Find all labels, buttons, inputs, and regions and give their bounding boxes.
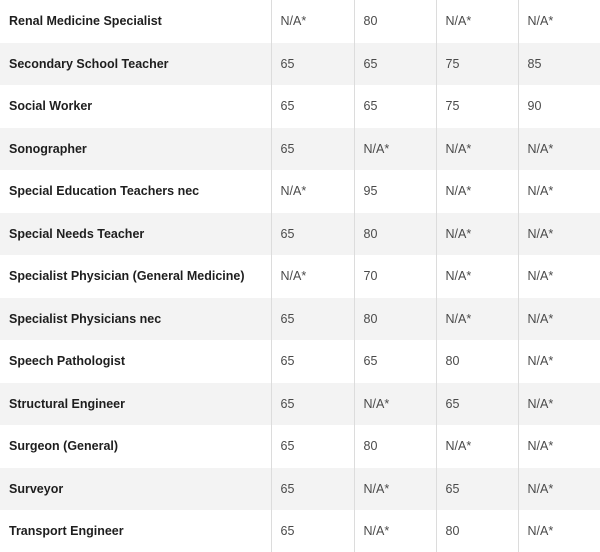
value-cell: N/A* [436, 255, 518, 298]
value-cell: N/A* [518, 0, 600, 43]
table-row [0, 170, 600, 213]
table-row [0, 468, 600, 511]
table-row [0, 43, 600, 86]
value-cell: N/A* [518, 128, 600, 171]
value-cell: N/A* [436, 170, 518, 213]
value-cell: N/A* [354, 128, 436, 171]
value-cell: 65 [271, 425, 354, 468]
value-cell: N/A* [518, 298, 600, 341]
value-cell: 65 [271, 43, 354, 86]
value-cell: 80 [354, 298, 436, 341]
value-cell: 90 [518, 85, 600, 128]
occupation-cell: Surgeon (General) [9, 439, 119, 454]
occupation-cell: Social Worker [9, 99, 93, 114]
value-cell: 65 [354, 340, 436, 383]
table-row [0, 298, 600, 341]
value-cell: N/A* [436, 298, 518, 341]
value-cell: 65 [436, 383, 518, 426]
value-cell: N/A* [518, 383, 600, 426]
value-cell: N/A* [271, 170, 354, 213]
occupation-cell: Specialist Physician (General Medicine) [9, 269, 245, 284]
value-cell: 80 [354, 0, 436, 43]
occupation-cell: Special Needs Teacher [9, 226, 145, 241]
value-cell: N/A* [518, 425, 600, 468]
value-cell: N/A* [354, 383, 436, 426]
value-cell: 65 [271, 85, 354, 128]
value-cell: N/A* [436, 128, 518, 171]
value-cell: N/A* [271, 0, 354, 43]
value-cell: N/A* [518, 468, 600, 511]
value-cell: N/A* [354, 510, 436, 552]
occupation-cell: Secondary School Teacher [9, 56, 169, 71]
occupation-cell: Special Education Teachers nec [9, 184, 200, 199]
value-cell: 65 [271, 213, 354, 256]
table-row [0, 128, 600, 171]
value-cell: 80 [436, 340, 518, 383]
value-cell: 65 [271, 128, 354, 171]
occupation-cell: Sonographer [9, 141, 87, 156]
value-cell: 65 [354, 43, 436, 86]
value-cell: N/A* [518, 340, 600, 383]
value-cell: 70 [354, 255, 436, 298]
table-row [0, 85, 600, 128]
table-row [0, 425, 600, 468]
value-cell: N/A* [518, 213, 600, 256]
table-row [0, 510, 600, 552]
value-cell: N/A* [436, 0, 518, 43]
table-row [0, 383, 600, 426]
value-cell: 65 [354, 85, 436, 128]
value-cell: 80 [354, 213, 436, 256]
value-cell: 75 [436, 43, 518, 86]
occupation-cell: Specialist Physicians nec [9, 311, 162, 326]
value-cell: 65 [271, 510, 354, 552]
value-cell: 75 [436, 85, 518, 128]
table-row [0, 340, 600, 383]
value-cell: 65 [271, 298, 354, 341]
value-cell: 95 [354, 170, 436, 213]
table-row [0, 0, 600, 43]
value-cell: 80 [436, 510, 518, 552]
value-cell: 65 [271, 340, 354, 383]
value-cell: 65 [271, 383, 354, 426]
occupation-cell: Structural Engineer [9, 396, 125, 411]
value-cell: N/A* [354, 468, 436, 511]
occupation-cell: Transport Engineer [9, 524, 124, 539]
value-cell: 85 [518, 43, 600, 86]
value-cell: N/A* [518, 255, 600, 298]
value-cell: 80 [354, 425, 436, 468]
value-cell: N/A* [436, 425, 518, 468]
value-cell: N/A* [518, 510, 600, 552]
table-row [0, 213, 600, 256]
value-cell: N/A* [518, 170, 600, 213]
value-cell: 65 [271, 468, 354, 511]
occupation-cell: Surveyor [9, 481, 64, 496]
value-cell: N/A* [436, 213, 518, 256]
occupation-cell: Speech Pathologist [9, 354, 125, 369]
occupation-cell: Renal Medicine Specialist [9, 14, 162, 29]
value-cell: N/A* [271, 255, 354, 298]
value-cell: 65 [436, 468, 518, 511]
table-row [0, 255, 600, 298]
